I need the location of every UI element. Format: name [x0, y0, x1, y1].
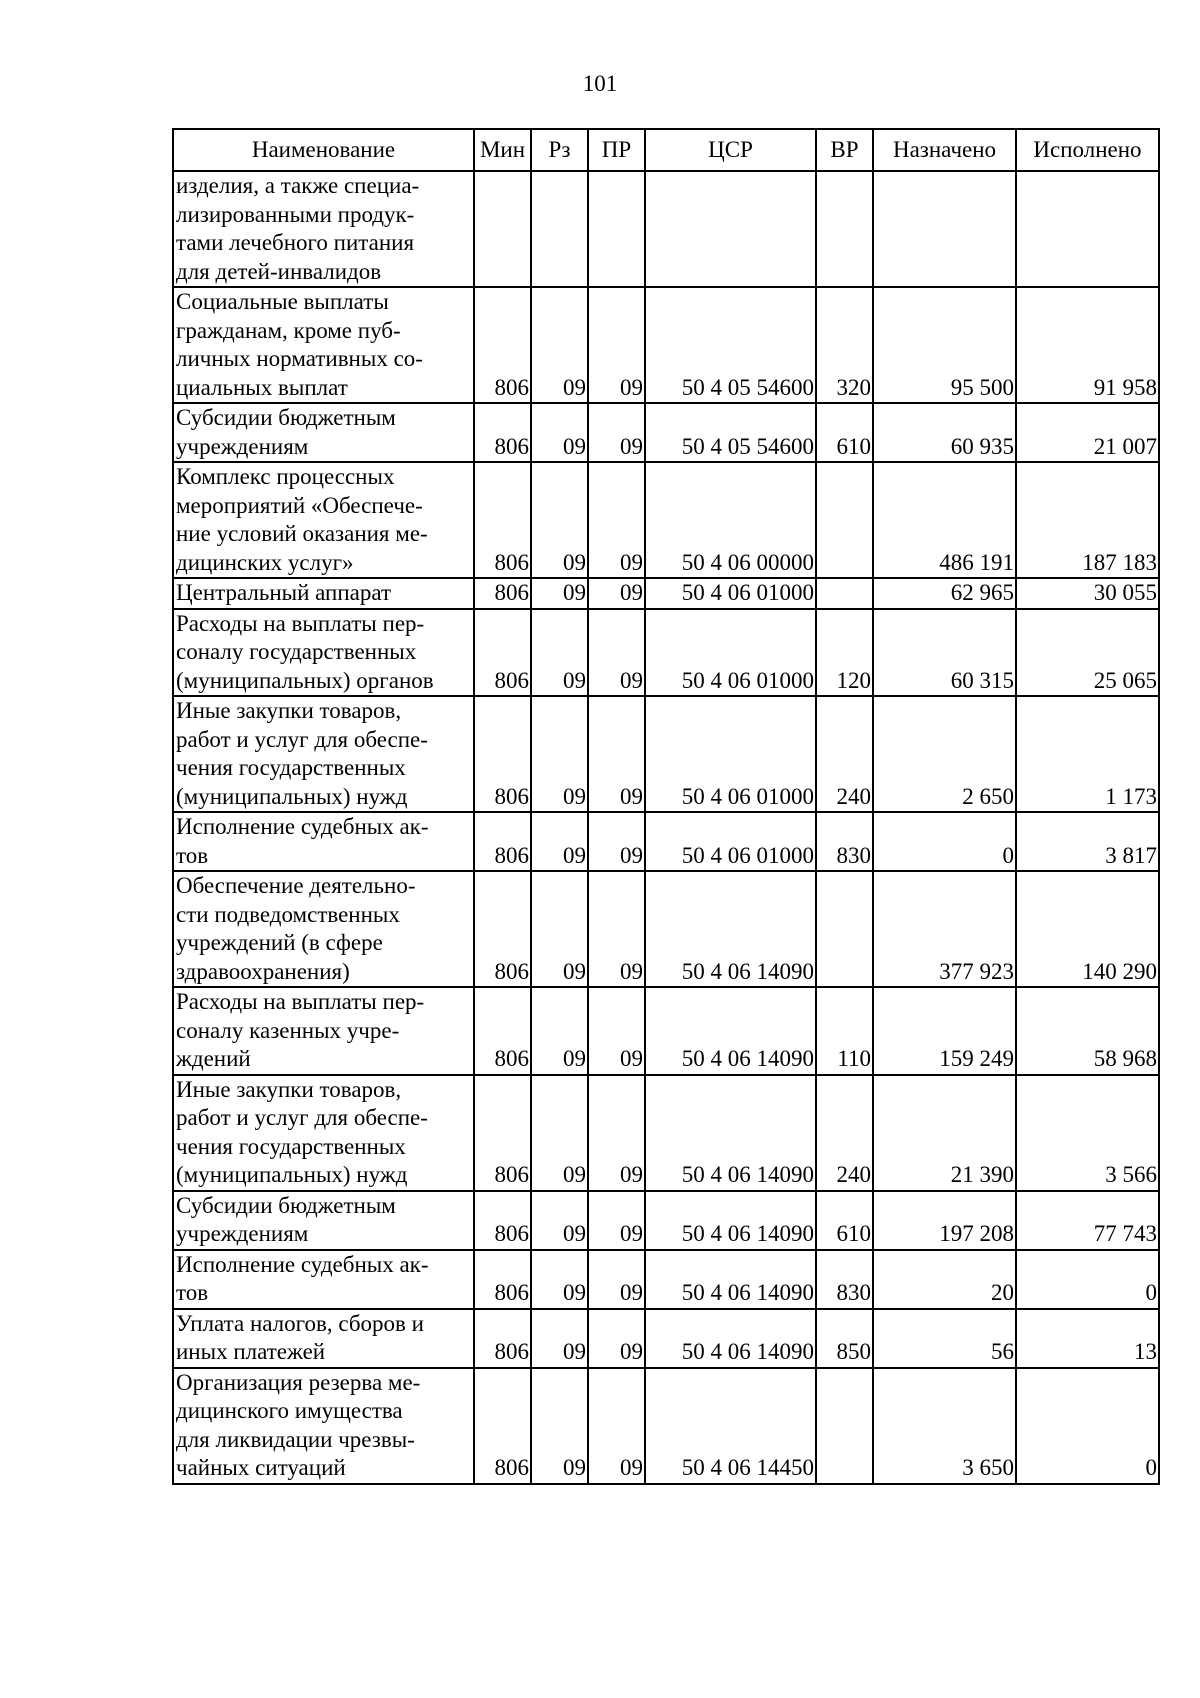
table-body [173, 171, 1159, 1484]
cell-vr [816, 871, 873, 987]
cell-min: 806 [474, 696, 531, 812]
cell-min: 806 [474, 1075, 531, 1191]
table-row [173, 1309, 1159, 1368]
cell-name: Исполнение судебных ак- тов [173, 1250, 474, 1309]
table-row [173, 287, 1159, 403]
cell-executed: 25 065 [1016, 609, 1159, 697]
cell-pr [588, 171, 645, 287]
cell-executed: 0 [1016, 1368, 1159, 1484]
cell-assigned: 159 249 [873, 987, 1016, 1075]
cell-rz: 09 [531, 403, 588, 462]
cell-assigned: 60 935 [873, 403, 1016, 462]
table-row [173, 987, 1159, 1075]
cell-csr: 50 4 06 14090 [645, 1250, 816, 1309]
cell-csr: 50 4 06 14090 [645, 987, 816, 1075]
cell-rz: 09 [531, 812, 588, 871]
cell-name: Иные закупки товаров, работ и услуг для обеспе- чения государственных (муниципальных) нужд [173, 696, 474, 812]
table-row [173, 578, 1159, 609]
cell-name: Социальные выплаты гражданам, кроме пуб- личных нормативных со- циальных выплат [173, 287, 474, 403]
cell-rz [531, 171, 588, 287]
cell-csr [645, 171, 816, 287]
header-executed: Исполнено [1016, 129, 1159, 171]
cell-vr: 240 [816, 1075, 873, 1191]
cell-assigned: 0 [873, 812, 1016, 871]
table-row [173, 1250, 1159, 1309]
cell-executed: 30 055 [1016, 578, 1159, 609]
header-rz: Рз [531, 129, 588, 171]
header-min: Мин [474, 129, 531, 171]
cell-assigned: 21 390 [873, 1075, 1016, 1191]
cell-csr: 50 4 05 54600 [645, 403, 816, 462]
cell-name: Комплекс процессных мероприятий «Обеспече- ние условий оказания ме- дицинских услуг» [173, 462, 474, 578]
table-row [173, 1191, 1159, 1250]
table-row [173, 812, 1159, 871]
cell-pr: 09 [588, 696, 645, 812]
cell-rz: 09 [531, 578, 588, 609]
cell-pr: 09 [588, 1191, 645, 1250]
cell-pr: 09 [588, 403, 645, 462]
table-row [173, 609, 1159, 697]
table-row [173, 1075, 1159, 1191]
cell-vr [816, 578, 873, 609]
cell-rz: 09 [531, 1075, 588, 1191]
cell-pr: 09 [588, 609, 645, 697]
cell-name: Центральный аппарат [173, 578, 474, 609]
table-row [173, 462, 1159, 578]
cell-rz: 09 [531, 987, 588, 1075]
cell-rz: 09 [531, 609, 588, 697]
cell-executed: 77 743 [1016, 1191, 1159, 1250]
cell-executed: 58 968 [1016, 987, 1159, 1075]
cell-min [474, 171, 531, 287]
cell-pr: 09 [588, 871, 645, 987]
cell-min: 806 [474, 1250, 531, 1309]
cell-csr: 50 4 06 01000 [645, 812, 816, 871]
cell-vr [816, 171, 873, 287]
cell-assigned [873, 171, 1016, 287]
cell-csr: 50 4 06 14090 [645, 1191, 816, 1250]
budget-table [172, 128, 1160, 1485]
table-row [173, 171, 1159, 287]
cell-pr: 09 [588, 578, 645, 609]
cell-pr: 09 [588, 1309, 645, 1368]
cell-csr: 50 4 06 00000 [645, 462, 816, 578]
cell-min: 806 [474, 1368, 531, 1484]
cell-assigned: 2 650 [873, 696, 1016, 812]
cell-min: 806 [474, 609, 531, 697]
cell-pr: 09 [588, 987, 645, 1075]
cell-executed: 3 566 [1016, 1075, 1159, 1191]
cell-executed: 187 183 [1016, 462, 1159, 578]
cell-executed: 0 [1016, 1250, 1159, 1309]
cell-csr: 50 4 06 14090 [645, 1075, 816, 1191]
cell-executed [1016, 171, 1159, 287]
cell-name: Субсидии бюджетным учреждениям [173, 403, 474, 462]
cell-min: 806 [474, 578, 531, 609]
cell-name: Расходы на выплаты пер- соналу государственных (муниципальных) органов [173, 609, 474, 697]
cell-assigned: 95 500 [873, 287, 1016, 403]
cell-pr: 09 [588, 1075, 645, 1191]
cell-name: Организация резерва ме- дицинского имущества для ликвидации чрезвы- чайных ситуаций [173, 1368, 474, 1484]
cell-vr: 110 [816, 987, 873, 1075]
header-assigned: Назначено [873, 129, 1016, 171]
table-row [173, 403, 1159, 462]
cell-executed: 1 173 [1016, 696, 1159, 812]
cell-name: Исполнение судебных ак- тов [173, 812, 474, 871]
cell-assigned: 377 923 [873, 871, 1016, 987]
page-number: 101 [582, 71, 618, 96]
cell-vr [816, 462, 873, 578]
cell-rz: 09 [531, 1368, 588, 1484]
cell-rz: 09 [531, 1191, 588, 1250]
cell-rz: 09 [531, 871, 588, 987]
cell-csr: 50 4 06 14450 [645, 1368, 816, 1484]
cell-csr: 50 4 06 01000 [645, 609, 816, 697]
cell-vr: 830 [816, 1250, 873, 1309]
table-row [173, 1368, 1159, 1484]
cell-executed: 3 817 [1016, 812, 1159, 871]
cell-rz: 09 [531, 462, 588, 578]
cell-name: Иные закупки товаров, работ и услуг для обеспе- чения государственных (муниципальных) нужд [173, 1075, 474, 1191]
cell-rz: 09 [531, 696, 588, 812]
header-name: Наименование [173, 129, 474, 171]
cell-vr: 240 [816, 696, 873, 812]
header-csr: ЦСР [645, 129, 816, 171]
cell-min: 806 [474, 462, 531, 578]
cell-name: Уплата налогов, сборов и иных платежей [173, 1309, 474, 1368]
cell-assigned: 3 650 [873, 1368, 1016, 1484]
cell-executed: 140 290 [1016, 871, 1159, 987]
cell-executed: 13 [1016, 1309, 1159, 1368]
cell-name: Расходы на выплаты пер- соналу казенных учре- ждений [173, 987, 474, 1075]
cell-min: 806 [474, 987, 531, 1075]
cell-name: Субсидии бюджетным учреждениям [173, 1191, 474, 1250]
cell-executed: 91 958 [1016, 287, 1159, 403]
cell-assigned: 60 315 [873, 609, 1016, 697]
cell-vr [816, 1368, 873, 1484]
table-row [173, 871, 1159, 987]
table-header-row [173, 129, 1159, 171]
cell-assigned: 486 191 [873, 462, 1016, 578]
cell-min: 806 [474, 812, 531, 871]
cell-pr: 09 [588, 287, 645, 403]
cell-name: изделия, а также специа- лизированными продук- тами лечебного питания для детей-инвалидов [173, 171, 474, 287]
cell-assigned: 56 [873, 1309, 1016, 1368]
cell-executed: 21 007 [1016, 403, 1159, 462]
cell-min: 806 [474, 1191, 531, 1250]
cell-csr: 50 4 06 14090 [645, 1309, 816, 1368]
cell-min: 806 [474, 287, 531, 403]
cell-rz: 09 [531, 287, 588, 403]
cell-name: Обеспечение деятельно- сти подведомственных учреждений (в сфере здравоохранения) [173, 871, 474, 987]
cell-vr: 120 [816, 609, 873, 697]
cell-csr: 50 4 06 14090 [645, 871, 816, 987]
cell-pr: 09 [588, 462, 645, 578]
cell-vr: 830 [816, 812, 873, 871]
header-pr: ПР [588, 129, 645, 171]
cell-vr: 320 [816, 287, 873, 403]
cell-assigned: 197 208 [873, 1191, 1016, 1250]
cell-min: 806 [474, 1309, 531, 1368]
cell-min: 806 [474, 871, 531, 987]
cell-pr: 09 [588, 812, 645, 871]
cell-min: 806 [474, 403, 531, 462]
cell-vr: 610 [816, 1191, 873, 1250]
cell-csr: 50 4 05 54600 [645, 287, 816, 403]
cell-rz: 09 [531, 1309, 588, 1368]
cell-csr: 50 4 06 01000 [645, 696, 816, 812]
cell-vr: 610 [816, 403, 873, 462]
cell-rz: 09 [531, 1250, 588, 1309]
cell-assigned: 62 965 [873, 578, 1016, 609]
cell-vr: 850 [816, 1309, 873, 1368]
cell-pr: 09 [588, 1368, 645, 1484]
cell-assigned: 20 [873, 1250, 1016, 1309]
cell-pr: 09 [588, 1250, 645, 1309]
table-row [173, 696, 1159, 812]
header-vr: ВР [816, 129, 873, 171]
cell-csr: 50 4 06 01000 [645, 578, 816, 609]
